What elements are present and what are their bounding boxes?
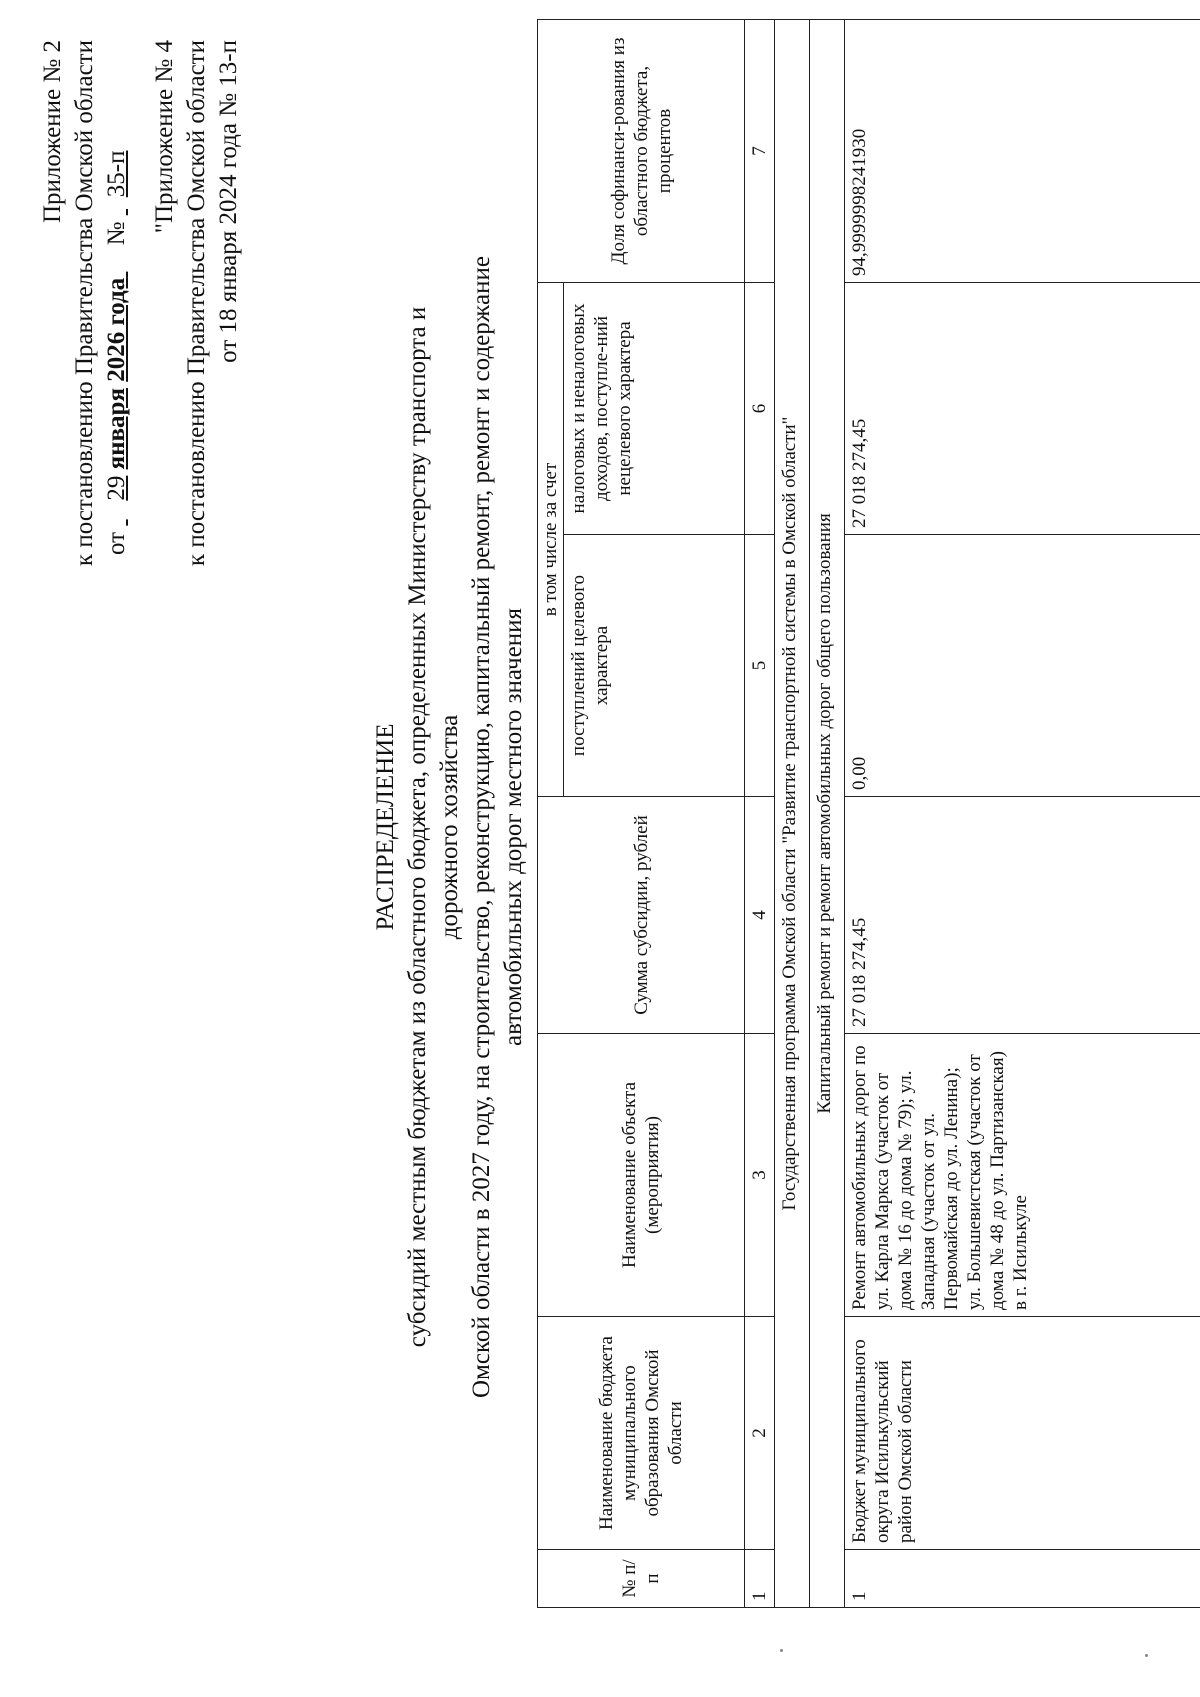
- number-sign: №: [103, 221, 130, 246]
- header-targeted: поступлений целевого характера: [564, 535, 745, 797]
- header-budget: Наименование бюджета муниципального образования Омской области: [538, 1317, 745, 1550]
- date-month: января: [103, 388, 130, 470]
- row-num: 1: [845, 1550, 1200, 1608]
- appendix-number: Приложение № 2: [39, 40, 66, 224]
- resolution-reference: к постановлению Правительства Омской области: [71, 40, 98, 567]
- scan-speck: [780, 1649, 783, 1652]
- title-heading: РАСПРЕДЕЛЕНИЕ: [372, 723, 399, 931]
- title-line-3: автомобильных дорог местного значения: [500, 608, 527, 1046]
- table-row: [845, 19, 1200, 1607]
- header-group: в том числе за счет: [538, 282, 564, 796]
- row-sum: 27 018 274,45: [845, 797, 1200, 1034]
- row-targeted: 0,00: [845, 535, 1200, 797]
- program-title: Государственная программа Омской области "Развитие транспортной системы в Омской области": [775, 19, 810, 1607]
- column-number: 7: [745, 19, 775, 282]
- date-year: 2026 года: [103, 277, 130, 382]
- column-number: 5: [745, 535, 775, 797]
- row-share: 94,9999998241930: [845, 19, 1200, 282]
- subprogram-row: [810, 19, 845, 1607]
- column-number: 6: [745, 282, 775, 534]
- header-row-1: [538, 19, 564, 1607]
- row-budget: Бюджет муниципального округа Исилькульский район Омской области: [845, 1317, 1200, 1550]
- column-number: 2: [745, 1317, 775, 1550]
- resolution-date-line: [104, 40, 129, 555]
- document-title: [370, 247, 530, 1407]
- old-resolution-date: от 18 января 2024 года № 13-п: [215, 40, 242, 363]
- title-line-2: Омской области в 2027 году, на строительство, реконструкцию, капитальный ремонт, ремонт и содержание: [468, 255, 495, 1399]
- header-share: Доля софинанси-рования из областного бюджета, процентов: [538, 19, 745, 282]
- distribution-table: [537, 19, 1200, 1608]
- subprogram-title: Капитальный ремонт и ремонт автомобильных дорог общего пользования: [810, 19, 845, 1607]
- old-appendix-number: "Приложение № 4: [151, 40, 178, 234]
- old-resolution-reference: к постановлению Правительства Омской области: [183, 40, 210, 567]
- resolution-number: 35-п: [103, 150, 130, 198]
- title-line-1: субсидий местным бюджетам из областного бюджета, определенных Министерству транспорта и дорожного хозяйства: [404, 306, 463, 1348]
- from-prefix: от: [103, 531, 130, 555]
- header-num: № п/п: [538, 1550, 745, 1608]
- header-object: Наименование объекта (мероприятия): [538, 1034, 745, 1317]
- column-number-row: [745, 19, 775, 1607]
- program-row: [775, 19, 810, 1607]
- column-number: 1: [745, 1550, 775, 1608]
- column-number: 3: [745, 1034, 775, 1317]
- row-object: Ремонт автомобильных дорог по ул. Карла Маркса (участок от дома № 16 до дома № 79); ул. Западная (участок от ул. Первомайская до ул. Ленина); ул. Большевистская (участок от дома № 48 до ул. Партизанская) в г. Исилькуле: [845, 1034, 1200, 1317]
- scan-speck: [1145, 1654, 1148, 1657]
- column-number: 4: [745, 797, 775, 1034]
- row-non-targeted: 27 018 274,45: [845, 282, 1200, 534]
- header-non-targeted: налоговых и неналоговых доходов, поступле-ний нецелевого характера: [564, 282, 745, 534]
- date-day: 29: [103, 475, 130, 501]
- header-sum: Сумма субсидии, рублей: [538, 797, 745, 1034]
